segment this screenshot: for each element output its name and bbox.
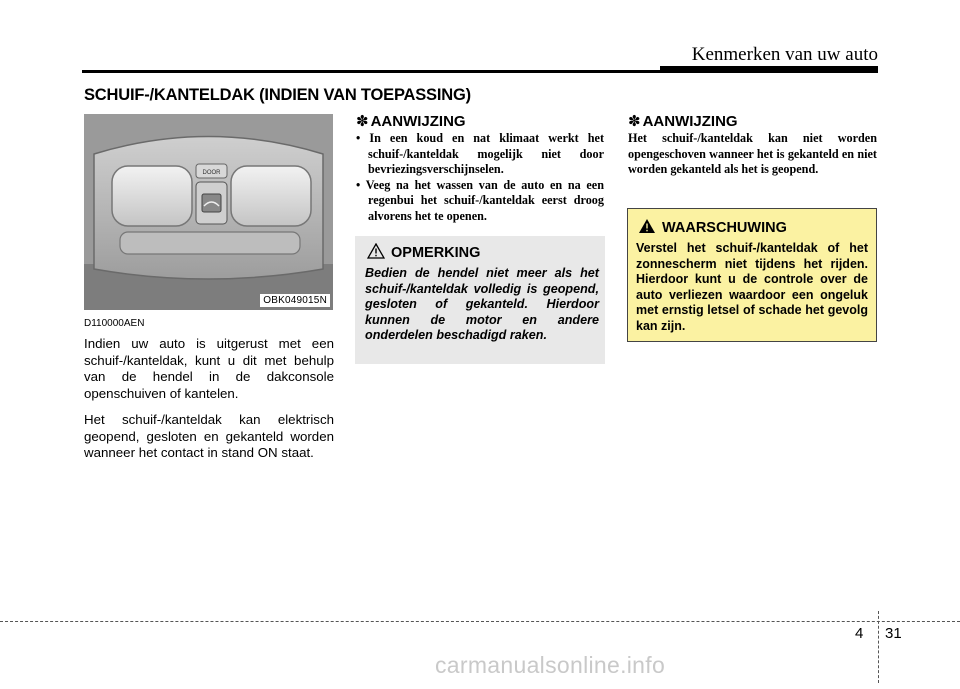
opmerking-text: Bedien de hendel niet meer als het schuif-/kanteldak volledig is geopend, gesloten of gekanteld. Hierdoor kunnen de motor en andere onderdelen beschadigd raken. [365, 266, 599, 343]
note-star-icon: ✽ [628, 113, 641, 130]
note-heading-label: AANWIJZING [370, 113, 466, 130]
note-star-icon: ✽ [356, 113, 369, 130]
note-paragraph: Het schuif-/kanteldak kan niet worden opengeschoven wanneer het is gekanteld en niet worden gekanteld als het is geopend. [628, 131, 877, 176]
header-title: Kenmerken van uw auto [691, 44, 878, 65]
bullet: • [356, 177, 361, 192]
note-list-item [356, 178, 604, 225]
section-title: SCHUIF-/KANTELDAK (INDIEN VAN TOEPASSING) [84, 86, 471, 104]
overhead-console-illustration [84, 114, 333, 310]
note-heading [356, 112, 466, 130]
warning-text: Verstel het schuif-/kanteldak of het zonnescherm niet tijdens het rijden. Hierdoor kunt u de controle over de auto verliezen waardoor een ongeluk met ernstig letsel of schade het gevolg kan zijn. [636, 241, 868, 333]
watermark: carmanualsonline.info [435, 652, 666, 678]
note-list-item [356, 131, 604, 178]
footer-rule [0, 621, 960, 622]
warning-triangle-icon [638, 218, 656, 234]
note-list [356, 131, 604, 224]
page-number: 31 [885, 625, 902, 642]
note-heading-label: AANWIJZING [642, 113, 738, 130]
figure-code: OBK049015N [260, 294, 330, 307]
opmerking-title: OPMERKING [391, 245, 481, 261]
electric-paragraph: Het schuif-/kanteldak kan elektrisch geopend, gesloten en gekanteld worden wanneer het contact in stand ON staat. [84, 412, 334, 460]
note-list-item-text: In een koud en nat klimaat werkt het schuif-/kanteldak mogelijk niet door bevriezingsverschijnselen. [368, 131, 605, 176]
chapter-number: 4 [855, 625, 864, 642]
reference-code: D110000AEN [84, 318, 145, 329]
svg-text:DOOR: DOOR [202, 170, 221, 176]
footer-divider [878, 611, 879, 683]
overhead-console-photo [84, 114, 333, 310]
caution-triangle-icon [367, 243, 385, 259]
opmerking-box [355, 236, 605, 364]
note-heading-2 [628, 112, 738, 130]
header-rule-accent [660, 66, 878, 72]
note-list-item-text: Veeg na het wassen van de auto en na een regenbui het schuif-/kanteldak eerst droog alvorens het te openen. [365, 177, 604, 223]
warning-box [627, 208, 877, 342]
bullet: • [356, 131, 361, 145]
intro-paragraph: Indien uw auto is uitgerust met een schuif-/kanteldak, kunt u dit met behulp van de hendel in de dakconsole openschuiven of kantelen. [84, 336, 334, 401]
warning-title: WAARSCHUWING [662, 220, 787, 236]
